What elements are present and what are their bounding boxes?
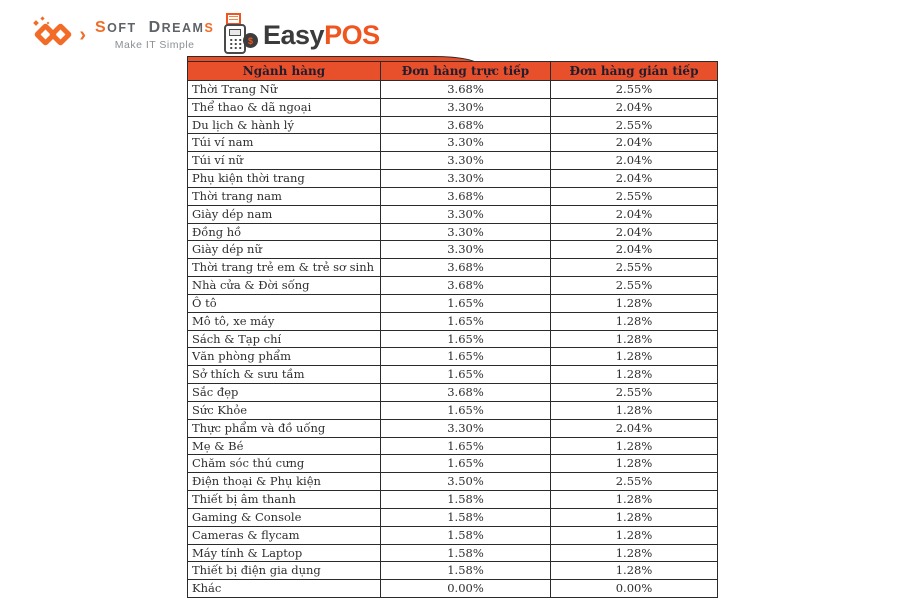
cell-category: Gaming & Console bbox=[188, 508, 381, 526]
cell-category: Điện thoại & Phụ kiện bbox=[188, 473, 381, 491]
cell-direct: 3.30% bbox=[381, 98, 551, 116]
cell-category: Thời Trang Nữ bbox=[188, 81, 381, 99]
cell-indirect: 0.00% bbox=[551, 580, 718, 598]
table-row bbox=[188, 205, 718, 223]
name-segment: OFT bbox=[107, 21, 137, 35]
cell-category: Ô tô bbox=[188, 294, 381, 312]
cell-indirect: 1.28% bbox=[551, 526, 718, 544]
cell-direct: 1.65% bbox=[381, 348, 551, 366]
name-segment: S bbox=[204, 21, 215, 35]
soft-dreams-wordmark bbox=[95, 19, 214, 51]
cell-indirect: 1.28% bbox=[551, 562, 718, 580]
cell-direct: 3.68% bbox=[381, 187, 551, 205]
cell-indirect: 2.04% bbox=[551, 205, 718, 223]
cell-category: Túi ví nam bbox=[188, 134, 381, 152]
cell-category: Giày dép nam bbox=[188, 205, 381, 223]
table-row bbox=[188, 508, 718, 526]
table-row bbox=[188, 419, 718, 437]
cell-indirect: 1.28% bbox=[551, 366, 718, 384]
table-row bbox=[188, 437, 718, 455]
cell-direct: 3.30% bbox=[381, 152, 551, 170]
cell-direct: 1.65% bbox=[381, 366, 551, 384]
cell-direct: 3.30% bbox=[381, 134, 551, 152]
cell-direct: 1.58% bbox=[381, 491, 551, 509]
name-segment: REAM bbox=[161, 21, 205, 35]
cell-category: Giày dép nữ bbox=[188, 241, 381, 259]
cell-indirect: 2.04% bbox=[551, 419, 718, 437]
cell-category: Máy tính & Laptop bbox=[188, 544, 381, 562]
soft-dreams-tagline: Make IT Simple bbox=[114, 39, 195, 51]
logo-dot bbox=[33, 20, 39, 26]
cell-indirect: 1.28% bbox=[551, 544, 718, 562]
table-row bbox=[188, 259, 718, 277]
table-row bbox=[188, 223, 718, 241]
cell-category: Mẹ & Bé bbox=[188, 437, 381, 455]
cell-category: Nhà cửa & Đời sống bbox=[188, 277, 381, 295]
cell-indirect: 1.28% bbox=[551, 437, 718, 455]
table-row bbox=[188, 81, 718, 99]
table-row bbox=[188, 384, 718, 402]
cell-indirect: 2.55% bbox=[551, 473, 718, 491]
name-segment: POS bbox=[324, 19, 380, 50]
cell-indirect: 2.04% bbox=[551, 223, 718, 241]
table-row bbox=[188, 241, 718, 259]
cell-direct: 1.65% bbox=[381, 294, 551, 312]
logo-dot bbox=[40, 16, 44, 20]
table-row bbox=[188, 562, 718, 580]
dollar-sign: $ bbox=[247, 35, 253, 46]
cell-category: Sách & Tạp chí bbox=[188, 330, 381, 348]
table-row bbox=[188, 98, 718, 116]
cell-direct: 3.68% bbox=[381, 81, 551, 99]
table-row bbox=[188, 170, 718, 188]
cell-indirect: 1.28% bbox=[551, 401, 718, 419]
cell-indirect: 2.04% bbox=[551, 134, 718, 152]
cell-category: Túi ví nữ bbox=[188, 152, 381, 170]
table-row bbox=[188, 330, 718, 348]
table-row bbox=[188, 277, 718, 295]
col-header-direct-order: Đơn hàng trực tiếp bbox=[381, 62, 551, 81]
cell-indirect: 1.28% bbox=[551, 348, 718, 366]
easypos-logo bbox=[222, 11, 380, 59]
cell-indirect: 2.55% bbox=[551, 187, 718, 205]
table-row bbox=[188, 366, 718, 384]
cell-category: Mô tô, xe máy bbox=[188, 312, 381, 330]
cell-direct: 1.65% bbox=[381, 401, 551, 419]
cell-direct: 1.65% bbox=[381, 330, 551, 348]
cell-direct: 0.00% bbox=[381, 580, 551, 598]
dollar-coin-icon bbox=[243, 33, 258, 48]
cell-indirect: 1.28% bbox=[551, 330, 718, 348]
cell-category: Thiết bị âm thanh bbox=[188, 491, 381, 509]
cell-category: Thể thao & dã ngoại bbox=[188, 98, 381, 116]
cell-direct: 1.58% bbox=[381, 508, 551, 526]
cell-direct: 1.65% bbox=[381, 312, 551, 330]
cell-category: Sở thích & sưu tầm bbox=[188, 366, 381, 384]
terminal-screen-icon bbox=[229, 29, 241, 36]
cell-direct: 1.58% bbox=[381, 526, 551, 544]
cell-indirect: 1.28% bbox=[551, 312, 718, 330]
cell-category: Sức Khỏe bbox=[188, 401, 381, 419]
table-row bbox=[188, 312, 718, 330]
chevron-right-icon: › bbox=[79, 24, 86, 46]
name-segment: D bbox=[148, 19, 162, 36]
cell-indirect: 2.55% bbox=[551, 81, 718, 99]
cell-indirect: 2.04% bbox=[551, 170, 718, 188]
terminal-keypad-icon bbox=[229, 38, 242, 49]
cell-direct: 3.30% bbox=[381, 419, 551, 437]
cell-direct: 3.30% bbox=[381, 223, 551, 241]
table-header-row bbox=[188, 62, 718, 81]
cell-direct: 3.68% bbox=[381, 277, 551, 295]
cell-indirect: 2.04% bbox=[551, 241, 718, 259]
diamond-shape bbox=[48, 22, 72, 46]
easypos-wordmark bbox=[263, 19, 380, 50]
fee-table bbox=[187, 61, 718, 598]
cell-category: Thời trang nam bbox=[188, 187, 381, 205]
table-row bbox=[188, 473, 718, 491]
cell-category: Khác bbox=[188, 580, 381, 598]
table-row bbox=[188, 116, 718, 134]
table-row bbox=[188, 187, 718, 205]
cell-category: Thực phẩm và đồ uống bbox=[188, 419, 381, 437]
soft-dreams-logo bbox=[30, 13, 214, 57]
cell-category: Thời trang trẻ em & trẻ sơ sinh bbox=[188, 259, 381, 277]
table-row bbox=[188, 152, 718, 170]
cell-category: Văn phòng phẩm bbox=[188, 348, 381, 366]
cell-direct: 1.58% bbox=[381, 562, 551, 580]
cell-category: Sắc đẹp bbox=[188, 384, 381, 402]
cell-direct: 3.50% bbox=[381, 473, 551, 491]
cell-indirect: 2.55% bbox=[551, 116, 718, 134]
cell-indirect: 2.04% bbox=[551, 98, 718, 116]
col-header-category: Ngành hàng bbox=[188, 62, 381, 81]
fee-table-container bbox=[187, 61, 717, 598]
cell-indirect: 1.28% bbox=[551, 491, 718, 509]
cell-direct: 1.58% bbox=[381, 544, 551, 562]
table-row bbox=[188, 348, 718, 366]
cell-category: Thiết bị điện gia dụng bbox=[188, 562, 381, 580]
cell-direct: 3.30% bbox=[381, 241, 551, 259]
table-row bbox=[188, 491, 718, 509]
cell-indirect: 2.04% bbox=[551, 152, 718, 170]
name-segment: S bbox=[95, 19, 108, 36]
table-row bbox=[188, 455, 718, 473]
cell-indirect: 2.55% bbox=[551, 259, 718, 277]
cell-category: Cameras & flycam bbox=[188, 526, 381, 544]
table-row bbox=[188, 526, 718, 544]
cell-direct: 1.65% bbox=[381, 437, 551, 455]
table-row bbox=[188, 294, 718, 312]
cell-direct: 3.68% bbox=[381, 259, 551, 277]
soft-dreams-diamonds-icon bbox=[30, 13, 86, 57]
col-header-indirect-order: Đơn hàng gián tiếp bbox=[551, 62, 718, 81]
pos-terminal-icon bbox=[222, 11, 258, 59]
cell-indirect: 2.55% bbox=[551, 277, 718, 295]
name-segment: Easy bbox=[263, 19, 325, 50]
cell-indirect: 1.28% bbox=[551, 455, 718, 473]
cell-category: Du lịch & hành lý bbox=[188, 116, 381, 134]
cell-category: Đồng hồ bbox=[188, 223, 381, 241]
cell-direct: 3.30% bbox=[381, 205, 551, 223]
cell-direct: 3.30% bbox=[381, 170, 551, 188]
cell-indirect: 1.28% bbox=[551, 294, 718, 312]
fee-table-body bbox=[188, 81, 718, 598]
cell-indirect: 1.28% bbox=[551, 508, 718, 526]
cell-direct: 3.68% bbox=[381, 384, 551, 402]
table-row bbox=[188, 134, 718, 152]
table-row bbox=[188, 544, 718, 562]
cell-indirect: 2.55% bbox=[551, 384, 718, 402]
table-row bbox=[188, 401, 718, 419]
cell-direct: 3.68% bbox=[381, 116, 551, 134]
cell-category: Chăm sóc thú cưng bbox=[188, 455, 381, 473]
cell-category: Phụ kiện thời trang bbox=[188, 170, 381, 188]
cell-direct: 1.65% bbox=[381, 455, 551, 473]
soft-dreams-name bbox=[95, 19, 214, 37]
table-row bbox=[188, 580, 718, 598]
